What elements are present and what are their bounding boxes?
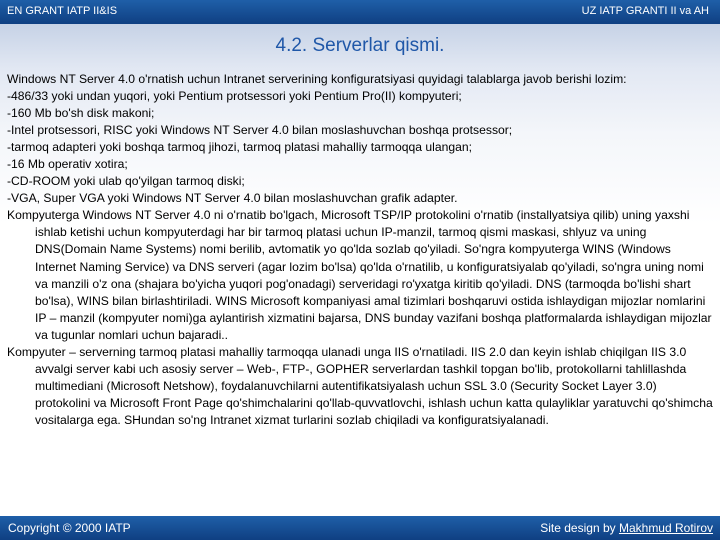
list-item: -VGA, Super VGA yoki Windows NT Server 4.0 bilan moslashuvchan grafik adapter. <box>7 191 458 206</box>
content-text <box>7 71 715 429</box>
list-item: -16 Mb operativ xotira; <box>7 157 128 172</box>
paragraph-dns-wins: Kompyuterga Windows NT Server 4.0 ni o'rnatib bo'lgach, Microsoft TSP/IP protokolini o'rnatib (installyatsiya qilib) uning yaxshi ishlab ketishi uchun kompyuterdagi har bir tarmoq platasi uchun IP-manzil, tarmoq qismi maskasi, shlyuz va uning DNS(Domain Name Systems) nomi berilib, avtomatik yo qo'lda sozlab qo'yiladi. So'ngra kompyuterga WINS (Windows Internet Naming Service) va DNS serveri (agar lozim bo'lsa) qo'lda o'rnatilib, u konfiguratsiyalab qo'yiladi, so'ngra uning nomi va manzili o'z ona (shajara bo'yicha yuqori pog'onadagi) serveridagi ro'yxatga kiritib qo'yiladi. DNS (tarmoqda bo'lishi shart bo'lsa), WINS bilan birlashtiriladi. WINS Microsoft kompaniyasi amal tizimlari boshqaruvi ostida ishlaydigan mijozlar nomlarini IP – manzil (kompyuter nomi)ga aylantirish xizmatini bajarsa, DNS bunday vazifani boshqa platformalarda ishlaydigan mijozlar va tugunlar nomlari uchun bajaradi.. <box>7 208 712 342</box>
copyright-text: Copyright © 2000 IATP <box>8 521 131 535</box>
list-item: -tarmoq adapteri yoki boshqa tarmoq jihozi, tarmoq platasi mahalliy tarmoqqa ulangan; <box>7 140 472 155</box>
paragraph-intro: Windows NT Server 4.0 o'rnatish uchun Intranet serverining konfiguratsiyasi quyidagi talablarga javob berishi lozim: <box>7 72 627 86</box>
list-item: -160 Mb bo'sh disk makoni; <box>7 106 155 121</box>
site-design-prefix: Site design by <box>540 521 619 535</box>
header-right-text: UZ IATP GRANTI II va AH <box>581 5 709 17</box>
page-title: 4.2. Serverlar qismi. <box>275 35 445 56</box>
slide-body <box>0 24 720 516</box>
list-item: -Intel protsessori, RISC yoki Windows NT Server 4.0 bilan moslashuvchan boshqa protsessor; <box>7 123 513 138</box>
author-link[interactable]: Makhmud Rotirov <box>618 521 713 535</box>
list-item: -CD-ROOM yoki ulab qo'yilgan tarmoq diski; <box>7 174 245 189</box>
top-banner <box>0 0 720 24</box>
bottom-banner <box>0 516 720 540</box>
list-item: -486/33 yoki undan yuqori, yoki Pentium protsessori yoki Pentium Pro(II) kompyuteri; <box>7 89 462 104</box>
header-left-text: EN GRANT IATP II&IS <box>7 5 118 17</box>
site-design-credit <box>540 521 713 535</box>
paragraph-iis: Kompyuter – serverning tarmoq platasi mahalliy tarmoqqa ulanadi unga IIS o'rnatiladi. IIS 2.0 dan keyin ishlab chiqilgan IIS 3.0 avvalgi server kabi uch asosiy server – Web-, FTP-, GOPHER serverlardan tashkil topgan bo'lib, protokollarni tahlillashda multimediani (Microsoft Netshow), foydalanuvchilarni autentifikatsiyalash uchun SSL 3.0 (Security Socket Layer 3.0) protokolini va Microsoft Front Page qo'shimchalarini qo'llab-quvvatlovchi, ishlash uchun katta qulayliklar yaratuvchi qo'shimcha vositalarga ega. SHundan so'ng Intranet xizmat turlarini sozlab chiqiladi va konfiguratsiyalanadi. <box>7 344 713 427</box>
